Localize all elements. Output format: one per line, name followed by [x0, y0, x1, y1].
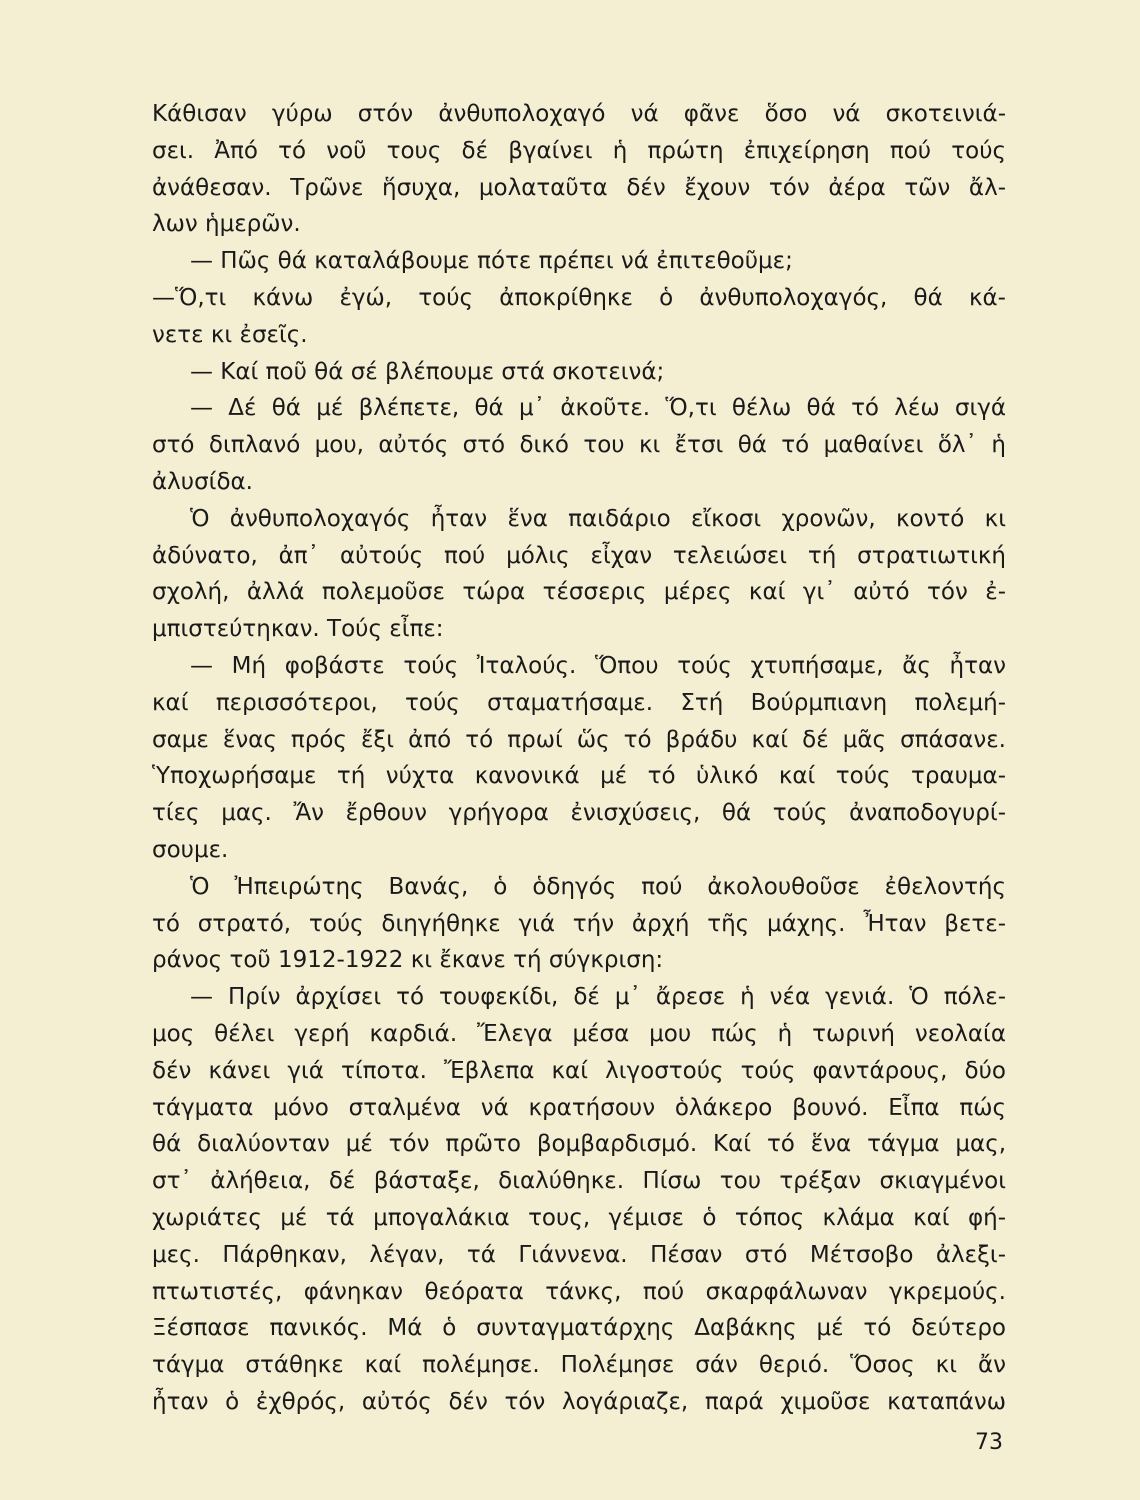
text-line: μπιστεύτηκαν. Τούς εἶπε:	[152, 616, 444, 643]
text-line: νετε κι ἐσεῖς.	[152, 321, 308, 348]
text-line: σει. Ἀπό τό νοῦ τους δέ βγαίνει ἡ πρώτη ἐπιχείρηση πού τούς	[152, 137, 1006, 164]
text-line: σουμε.	[152, 836, 229, 863]
text-line: ἦταν ὁ ἐχθρός, αὐτός δέν τόν λογάριαζε, παρά χιμοῦσε καταπάνω	[152, 1388, 1006, 1415]
text-line: Ὑποχωρήσαμε τή νύχτα κανονικά μέ τό ὑλικό καί τούς τραυμα-	[152, 763, 1006, 790]
text-line: δέν κάνει γιά τίποτα. Ἔβλεπα καί λιγοστούς τούς φαντάρους, δύο	[152, 1057, 1006, 1084]
text-line: λων ἡμερῶν.	[152, 211, 301, 238]
text-line: μος θέλει γερή καρδιά. Ἔλεγα μέσα μου πώς ἡ τωρινή νεολαία	[152, 1020, 1006, 1047]
text-line: — Πῶς θά καταλάβουμε πότε πρέπει νά ἐπιτεθοῦμε;	[190, 248, 793, 275]
text-line: τάγμα στάθηκε καί πολέμησε. Πολέμησε σάν θεριό. Ὅσος κι ἄν	[152, 1352, 1006, 1379]
text-line: — Μή φοβάστε τούς Ἰταλούς. Ὅπου τούς χτυπήσαμε, ἄς ἦταν	[190, 652, 1006, 679]
text-line: στ᾽ ἀλήθεια, δέ βάσταξε, διαλύθηκε. Πίσω του τρέξαν σκιαγμένοι	[152, 1168, 1006, 1195]
text-line: θά διαλύονταν μέ τόν πρῶτο βομβαρδισμό. Καί τό ἕνα τάγμα μας,	[152, 1131, 1006, 1158]
text-line: Ὁ ἀνθυπολοχαγός ἦταν ἕνα παιδάριο εἴκοσι χρονῶν, κοντό κι	[190, 505, 1006, 532]
text-line: καί περισσότεροι, τούς σταματήσαμε. Στή Βούρμπιανη πολεμή-	[152, 689, 1006, 716]
page-number: 73	[975, 1430, 1003, 1455]
text-line: — Καί ποῦ θά σέ βλέπουμε στά σκοτεινά;	[190, 358, 665, 385]
text-line: στό διπλανό μου, αὐτός στό δικό του κι ἔτσι θά τό μαθαίνει ὅλ᾽ ἡ	[152, 432, 1006, 459]
text-line: — Πρίν ἀρχίσει τό τουφεκίδι, δέ μ᾽ ἄρεσε ἡ νέα γενιά. Ὁ πόλε-	[190, 984, 1006, 1011]
text-line: τάγματα μόνο σταλμένα νά κρατήσουν ὁλάκερο βουνό. Εἶπα πώς	[152, 1094, 1006, 1121]
body-text	[152, 96, 1006, 1421]
text-line: ράνος τοῦ 1912-1922 κι ἔκανε τή σύγκριση:	[152, 947, 664, 974]
text-line: Ξέσπασε πανικός. Μά ὁ συνταγματάρχης Δαβάκης μέ τό δεύτερο	[152, 1315, 1006, 1342]
text-line: σχολή, ἀλλά πολεμοῦσε τώρα τέσσερις μέρες καί γι᾽ αὐτό τόν ἐ-	[152, 579, 1006, 606]
text-line: χωριάτες μέ τά μπογαλάκια τους, γέμισε ὁ τόπος κλάμα καί φή-	[152, 1204, 1006, 1231]
text-line: ἀλυσίδα.	[152, 468, 253, 495]
text-line: ἀνάθεσαν. Τρῶνε ἥσυχα, μολαταῦτα δέν ἔχουν τόν ἀέρα τῶν ἄλ-	[152, 174, 1006, 201]
text-line: Ὁ Ἠπειρώτης Βανάς, ὁ ὁδηγός πού ἀκολουθοῦσε ἐθελοντής	[190, 873, 1006, 900]
text-line: πτωτιστές, φάνηκαν θεόρατα τάνκς, πού σκαρφάλωναν γκρεμούς.	[152, 1278, 1006, 1305]
text-line: — Δέ θά μέ βλέπετε, θά μ᾽ ἀκοῦτε. Ὅ,τι θέλω θά τό λέω σιγά	[190, 395, 1006, 422]
text-line: —Ὅ,τι κάνω ἐγώ, τούς ἀποκρίθηκε ὁ ἀνθυπολοχαγός, θά κά-	[152, 284, 1006, 311]
text-line: τίες μας. Ἄν ἔρθουν γρήγορα ἐνισχύσεις, θά τούς ἀναποδογυρί-	[152, 800, 1006, 827]
text-line: σαμε ἕνας πρός ἔξι ἀπό τό πρωί ὥς τό βράδυ καί δέ μᾶς σπάσανε.	[152, 726, 1006, 753]
text-line: τό στρατό, τούς διηγήθηκε γιά τήν ἀρχή τῆς μάχης. Ἦταν βετε-	[152, 910, 1006, 937]
text-line: ἀδύνατο, ἀπ᾽ αὐτούς πού μόλις εἶχαν τελειώσει τή στρατιωτική	[152, 542, 1006, 569]
text-line: Κάθισαν γύρω στόν ἀνθυπολοχαγό νά φᾶνε ὅσο νά σκοτεινιά-	[152, 101, 1006, 127]
text-line: μες. Πάρθηκαν, λέγαν, τά Γιάννενα. Πέσαν στό Μέτσοβο ἀλεξι-	[152, 1241, 1006, 1268]
